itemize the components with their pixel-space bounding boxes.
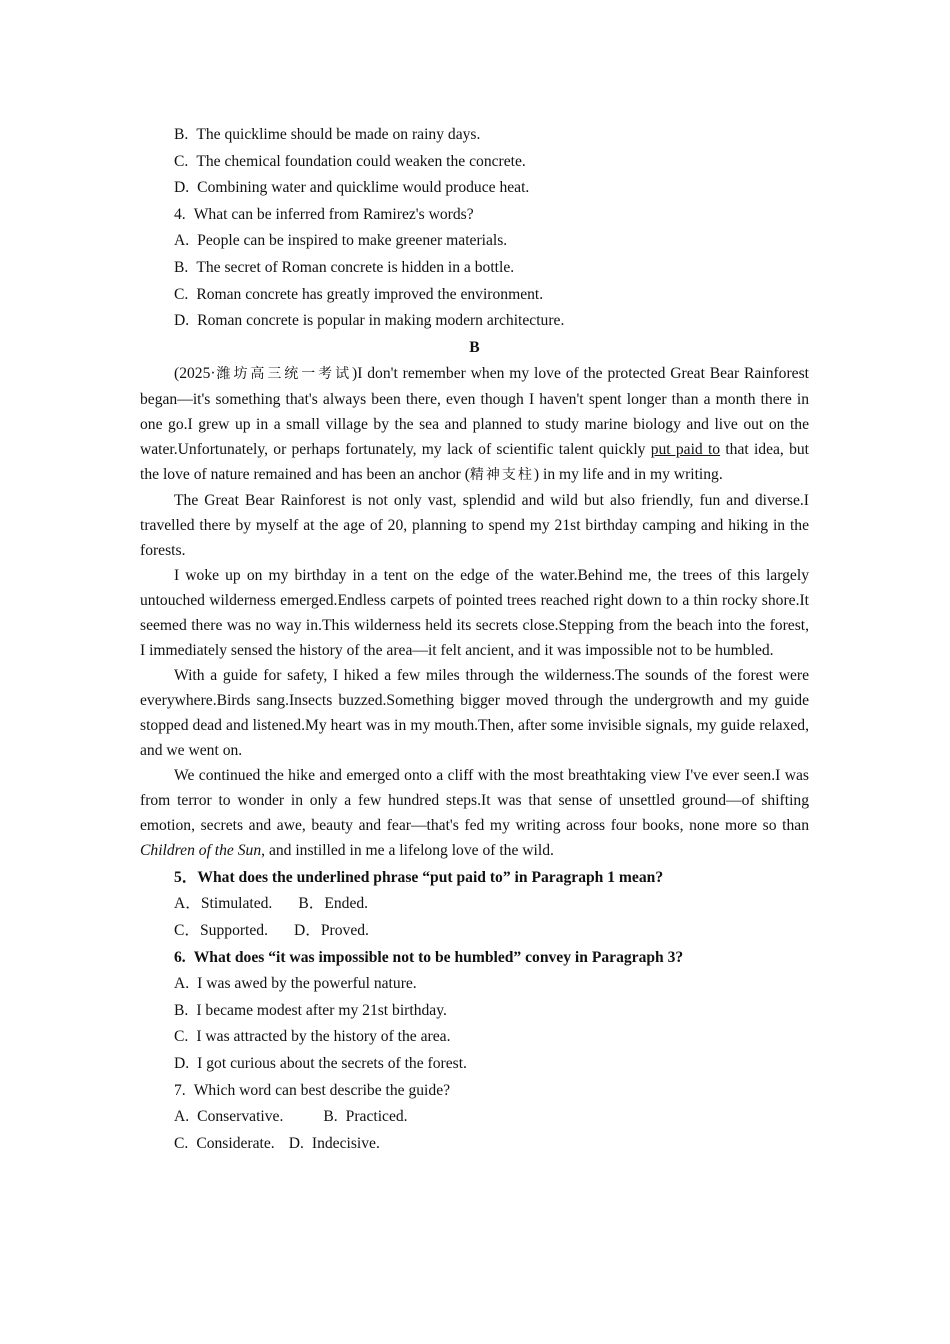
question-text: Which word can best describe the guide? [193,1081,451,1099]
q5-options-row-1 [140,891,809,918]
option-letter: A. [174,1108,190,1126]
q5-option-a[interactable] [174,895,272,912]
question-number: 5． [174,868,198,886]
q5-option-c[interactable] [174,922,268,939]
option-text: The secret of Roman concrete is hidden in a bottle. [196,258,515,276]
question-text: What does the underlined phrase “put paid to” in Paragraph 1 mean? [197,868,664,886]
option-letter: C. [174,285,189,303]
anchor-gloss: 精神支柱 [469,466,534,483]
exam-page [140,122,809,1157]
option-text: Proved. [320,921,369,939]
q4-option-a[interactable] [140,228,809,255]
q6-option-d[interactable] [140,1051,809,1078]
question-text: What does “it was impossible not to be humbled” convey in Paragraph 3? [193,948,684,966]
source-label: 潍坊高三统一考试 [215,365,353,382]
option-text: Roman concrete has greatly improved the environment. [196,285,544,303]
option-text: I got curious about the secrets of the forest. [197,1054,467,1072]
underlined-phrase: put paid to [650,440,721,458]
option-text: Conservative. [197,1108,284,1126]
q5-options-row-2 [140,918,809,945]
q4-option-c[interactable] [140,282,809,309]
q7-option-d[interactable] [289,1135,380,1152]
option-text: Indecisive. [311,1134,380,1152]
paragraph-text: )I don't remember when my love of the protected Great Bear Rainforest began—it's something that's always been there, even though I haven't spent longer than a month there in one go.I grew up in a small village by the sea and planned to study marine biology and live out on the water.Unfortunately, or perhaps fortunately, my lack of scientific talent quickly [140,364,809,458]
option-letter: C. [174,152,189,170]
option-letter: B． [298,895,325,913]
q7-option-b[interactable] [323,1108,407,1125]
question-number: 4. [174,205,186,223]
option-letter: D. [288,1134,304,1152]
paragraph-text: ) in my life and in my writing. [533,465,723,483]
option-letter: B. [174,1001,189,1019]
option-letter: A. [174,975,190,993]
question-text: What can be inferred from Ramirez's words? [193,205,474,223]
section-title: B [469,338,480,356]
question-5 [140,865,809,892]
option-text: Considerate. [196,1134,275,1152]
q7-options-row-2 [140,1131,809,1158]
option-text: I became modest after my 21st birthday. [196,1001,447,1019]
question-4 [140,202,809,229]
q7-option-a[interactable] [174,1108,283,1125]
q3-option-d[interactable] [140,175,809,202]
passage-paragraph-2: The Great Bear Rainforest is not only vast, splendid and wild but also friendly, fun and diverse.I travelled there by myself at the age of 20, planning to spend my 21st birthday camping and hiking in the forests. [140,491,809,559]
option-text: Practiced. [345,1108,408,1126]
option-letter: D. [174,1054,190,1072]
source-open: (2025· [174,364,216,382]
passage-paragraph-3: I woke up on my birthday in a tent on the edge of the water.Behind me, the trees of this largely untouched wilderness emerged.Endless carpets of pointed trees reached right down to a thin rocky shore.It seemed there was no way in.This wilderness held its secrets close.Stepping from the beach into the forest, I immediately sensed the history of the area—it felt ancient, and it was impossible not to be humbled. [140,566,809,659]
option-letter: A． [174,895,201,913]
option-text: Stimulated. [200,895,273,913]
option-text: The chemical foundation could weaken the concrete. [196,152,526,170]
option-letter: D． [294,921,321,939]
option-text: I was awed by the powerful nature. [197,975,417,993]
option-text: Supported. [200,921,269,939]
paragraph-text: that idea, but the love of nature remained and has been an anchor ( [140,440,810,483]
q7-options-row-1 [140,1104,809,1131]
option-text: Ended. [324,895,369,913]
question-7 [140,1078,809,1105]
option-letter: D. [174,312,190,330]
q6-option-c[interactable] [140,1024,809,1051]
q4-option-b[interactable] [140,255,809,282]
question-number: 6. [174,948,186,966]
q5-option-b[interactable] [298,895,368,912]
option-text: I was attracted by the history of the area. [196,1028,451,1046]
option-letter: D. [174,179,190,197]
option-letter: A. [174,232,190,250]
option-letter: B. [174,258,189,276]
question-number: 7. [174,1081,186,1099]
q5-option-d[interactable] [294,922,369,939]
q3-option-b[interactable] [140,122,809,149]
passage-paragraph-5 [140,763,809,863]
paragraph-text: , and instilled in me a lifelong love of the wild. [261,841,554,859]
passage-paragraph-4: With a guide for safety, I hiked a few miles through the wilderness.The sounds of the forest were everywhere.Birds sang.Insects buzzed.Something bigger moved through the undergrowth and my guide stopped dead and listened.My heart was in my mouth.Then, after some invisible signals, my guide relaxed, and we went on. [140,666,809,759]
option-letter: C. [174,1134,189,1152]
q4-option-d[interactable] [140,308,809,335]
passage-paragraph-1 [140,361,809,488]
book-title: Children of the Sun [140,841,262,859]
option-text: Combining water and quicklime would produce heat. [197,179,530,197]
option-letter: B. [323,1108,338,1126]
option-letter: B. [174,126,189,143]
q3-option-c[interactable] [140,149,809,176]
q6-option-a[interactable] [140,971,809,998]
q7-option-c[interactable] [174,1135,275,1152]
q6-option-b[interactable] [140,998,809,1025]
option-text: Roman concrete is popular in making modern architecture. [197,312,565,330]
question-6 [140,945,809,972]
option-text: People can be inspired to make greener materials. [197,232,508,250]
option-letter: C． [174,921,200,939]
paragraph-text: We continued the hike and emerged onto a cliff with the most breathtaking view I've ever seen.I was from terror to wonder in only a few hundred steps.It was that sense of unsettled ground—of shifting emotion, secrets and awe, beauty and fear—that's fed my writing across four books, none more so than [140,766,809,834]
option-text: The quicklime should be made on rainy days. [196,126,481,143]
option-letter: C. [174,1028,189,1046]
